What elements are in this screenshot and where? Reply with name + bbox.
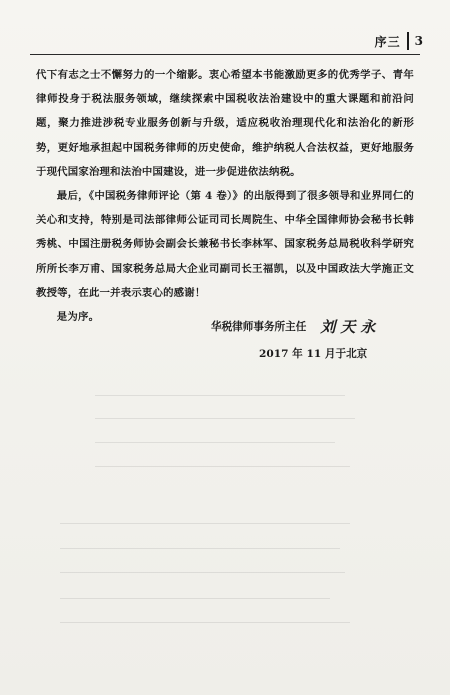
paragraph-acknowledgement: 最后，《中国税务律师评论（第 4 卷）》的出版得到了很多领导和业界同仁的关心和支持，特别是司法部律师公证司司长周院生、中华全国律师协会秘书长韩秀桃、中国注册税务师协会副会长兼秘书长李林军、国家税务总局税收科学研究所所长李万甫、国家税务总局大企业司副司长王福凯，以及中国政法大学施正文教授等，在此一并表示衷心的感谢！ [36, 190, 414, 299]
bleed-line [95, 442, 335, 443]
paragraph-continuation: 代下有志之士不懈努力的一个缩影。衷心希望本书能激励更多的优秀学子、青年律师投身于税法服务领域，继续探索中国税收法治建设中的重大课题和前沿问题，聚力推进涉税专业服务创新与升级，适应税收治理现代化和法治化的新形势，更好地承担起中国税务律师的历史使命，维护纳税人合法权益，更好地服务于现代国家治理和法治中国建设，进一步促进依法纳税。 [36, 69, 414, 178]
bleed-line [60, 622, 350, 623]
signature-block [211, 316, 380, 337]
bleed-line [95, 395, 345, 396]
body-text [36, 63, 414, 329]
running-header [375, 33, 423, 49]
bleed-line [60, 572, 345, 573]
bleed-line [95, 466, 350, 467]
signatory-title: 华税律师事务所主任 [211, 321, 307, 333]
signatory-name: 刘天永 [320, 318, 381, 336]
section-title: 序三 [374, 34, 401, 49]
header-rule [30, 54, 420, 55]
bleed-line [60, 523, 350, 524]
signing-date: 2017 年 11 月于北京 [259, 348, 368, 360]
bleed-line [60, 598, 330, 599]
paragraph-closing: 是为序。 [56, 311, 100, 324]
bleed-line [60, 548, 340, 549]
page-number: 3 [414, 34, 423, 48]
bleed-line [95, 418, 355, 419]
